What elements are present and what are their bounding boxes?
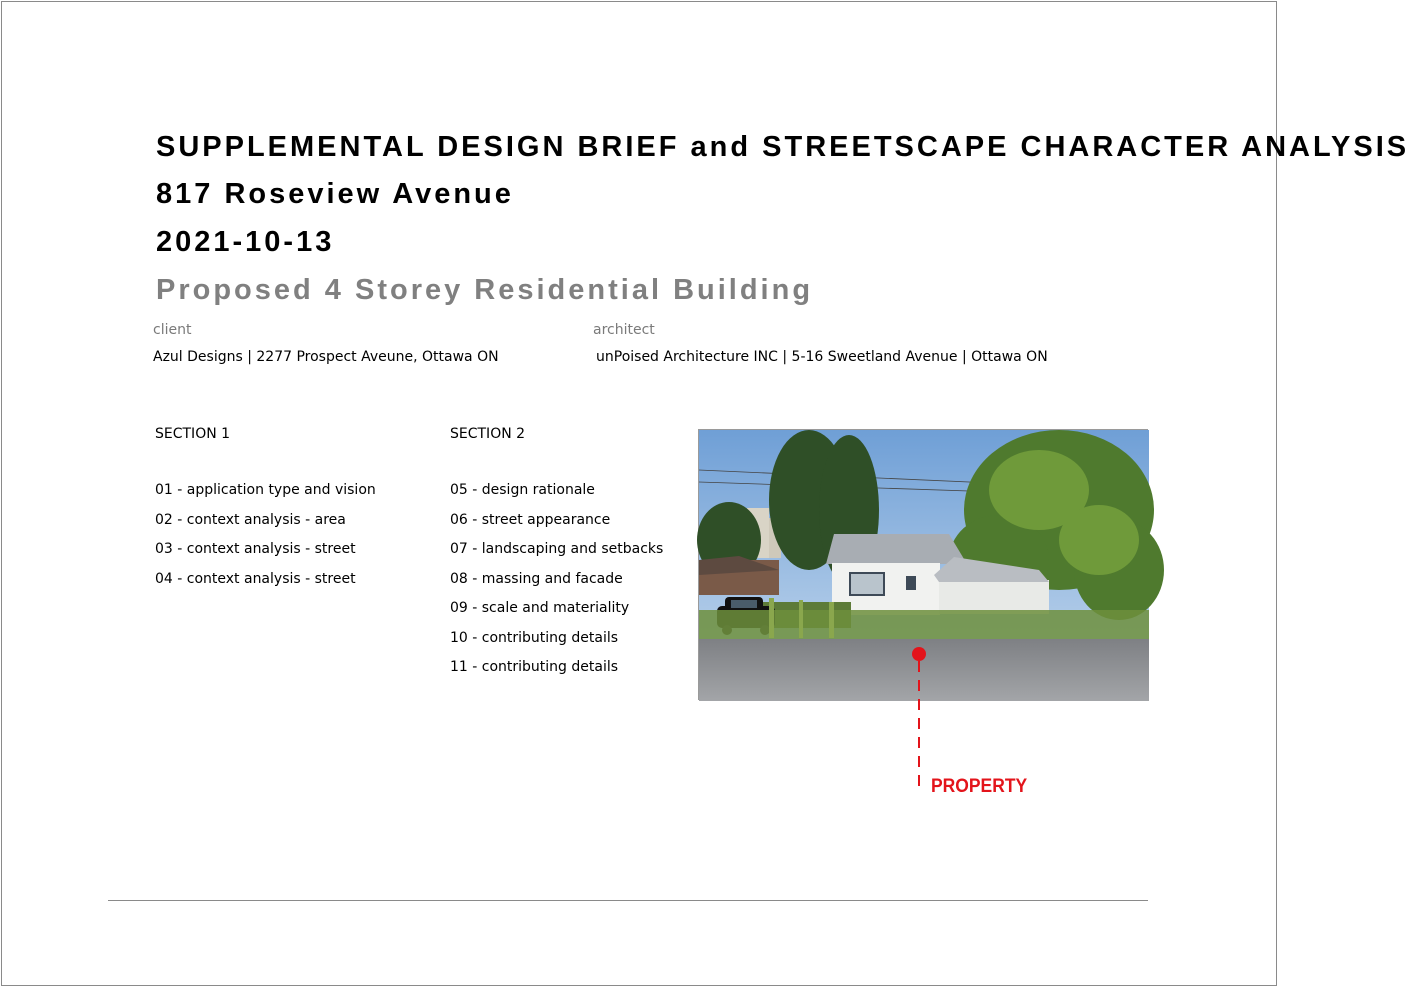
toc-item: 05 - design rationale [450, 482, 595, 498]
toc-item: 03 - context analysis - street [155, 541, 356, 557]
property-pin-icon [912, 647, 926, 661]
toc-item: 02 - context analysis - area [155, 511, 346, 528]
client-label: client [153, 322, 192, 338]
toc-item: 04 - context analysis - street [155, 570, 356, 587]
toc-item: 09 - scale and materiality [450, 600, 630, 616]
section-2-heading: SECTION 2 [450, 426, 526, 442]
section-1-heading: SECTION 1 [155, 426, 231, 442]
toc-item: 08 - massing and facade [450, 570, 623, 587]
toc-item: 10 - contributing details [450, 629, 619, 646]
architect-value: unPoised Architecture INC | 5-16 Sweetland Avenue | Ottawa ON [596, 349, 1048, 365]
section-2-list [450, 482, 663, 689]
toc-item: 11 - contributing details [450, 659, 619, 675]
document-date: 2021-10-13 [156, 226, 335, 258]
toc-item: 01 - application type and vision [155, 482, 376, 498]
toc-item: 07 - landscaping and setbacks [450, 541, 664, 557]
section-1-list [155, 482, 376, 600]
project-description: Proposed 4 Storey Residential Building [156, 274, 814, 306]
property-callout: PROPERTY [931, 776, 1028, 797]
footer-rule [108, 900, 1148, 901]
architect-label: architect [593, 322, 655, 338]
document-title: SUPPLEMENTAL DESIGN BRIEF and STREETSCAPE CHARACTER ANALYSIS [156, 131, 1409, 163]
toc-item: 06 - street appearance [450, 511, 611, 528]
client-value: Azul Designs | 2277 Prospect Aveune, Ottawa ON [153, 349, 499, 365]
site-address: 817 Roseview Avenue [156, 178, 514, 210]
